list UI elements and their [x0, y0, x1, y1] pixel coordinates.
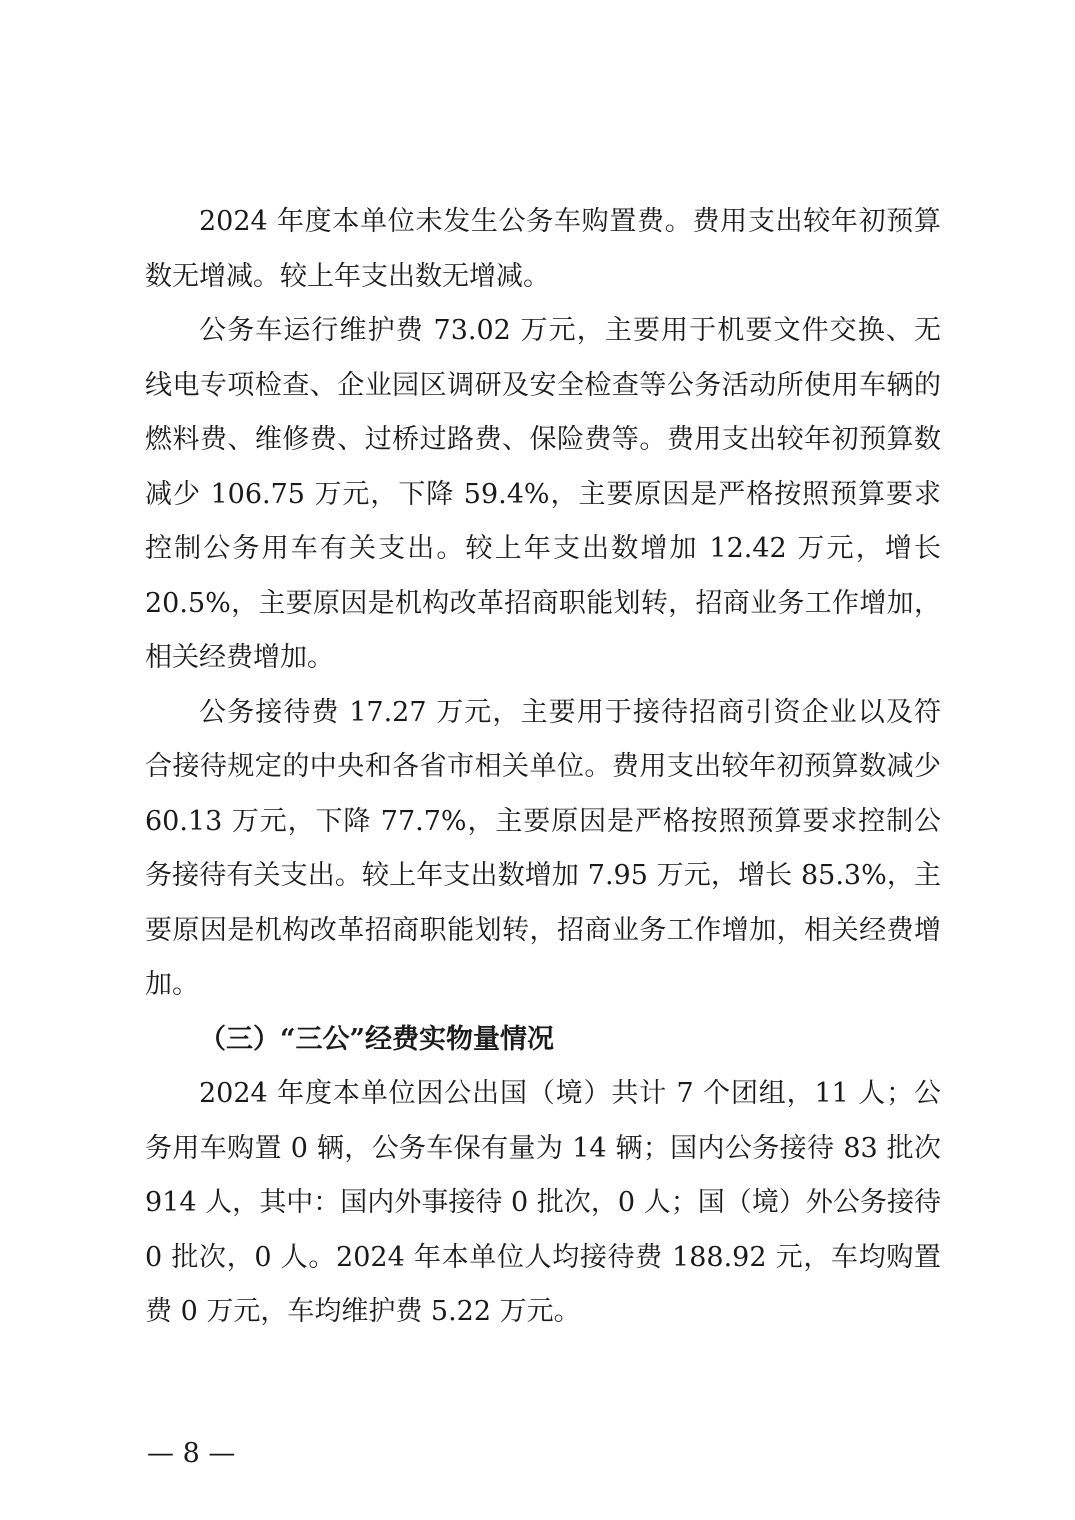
paragraph-vehicle-maintenance: 公务车运行维护费 73.02 万元，主要用于机要文件交换、无线电专项检查、企业园区调研及安全检查等公务活动所使用车辆的燃料费、维修费、过桥过路费、保险费等。费用支出较年初预算数减少 106.75 万元，下降 59.4%，主要原因是严格按照预算要求控制公务用车有关支出。较上年支出数增加 12.42 万元，增长 20.5%，主要原因是机构改革招商职能划转，招商业务工作增加，相关经费增加。 [145, 315, 941, 673]
paragraph-physical-quantities: 2024 年度本单位因公出国（境）共计 7 个团组，11 人；公务用车购置 0 辆，公务车保有量为 14 辆；国内公务接待 83 批次 914 人，其中：国内外事接待 0 批次，0 人；国（境）外公务接待 0 批次，0 人。2024 年本单位人均接待费 188.92 元，车均购置费 0 万元，车均维护费 5.22 万元。 [145, 1078, 941, 1327]
paragraph-reception-expenses: 公务接待费 17.27 万元，主要用于接待招商引资企业以及符合接待规定的中央和各省市相关单位。费用支出较年初预算数减少 60.13 万元，下降 77.7%，主要原因是严格按照预算要求控制公务接待有关支出。较上年支出数增加 7.95 万元，增长 85.3%，主要原因是机构改革招商职能划转，招商业务工作增加，相关经费增加。 [145, 696, 941, 1000]
section-heading: （三）“三公”经费实物量情况 [199, 1023, 555, 1055]
paragraph-vehicle-purchase: 2024 年度本单位未发生公务车购置费。费用支出较年初预算数无增减。较上年支出数无增减。 [145, 206, 941, 292]
document-body [145, 195, 941, 1340]
page-number: — 8 — [147, 1438, 236, 1469]
